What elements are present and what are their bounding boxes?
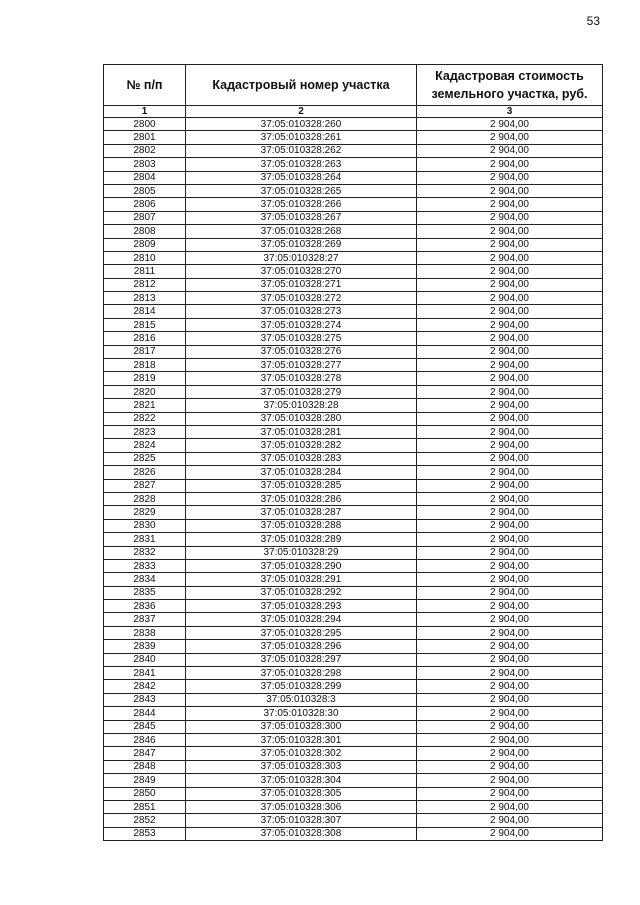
cadastral-number-cell: 37:05:010328:28 bbox=[186, 399, 417, 412]
row-number-cell: 2817 bbox=[104, 345, 186, 358]
cadastral-value-cell: 2 904,00 bbox=[417, 760, 603, 773]
cadastral-number-cell: 37:05:010328:29 bbox=[186, 546, 417, 559]
cadastral-value-cell: 2 904,00 bbox=[417, 225, 603, 238]
cadastral-value-cell: 2 904,00 bbox=[417, 292, 603, 305]
row-number-cell: 2849 bbox=[104, 774, 186, 787]
cadastral-value-cell: 2 904,00 bbox=[417, 452, 603, 465]
row-number-cell: 2836 bbox=[104, 600, 186, 613]
cadastral-number-cell: 37:05:010328:294 bbox=[186, 613, 417, 626]
row-number-cell: 2842 bbox=[104, 680, 186, 693]
cadastral-number-cell: 37:05:010328:30 bbox=[186, 707, 417, 720]
cadastral-value-cell: 2 904,00 bbox=[417, 265, 603, 278]
table-row bbox=[104, 600, 603, 613]
cadastral-number-cell: 37:05:010328:266 bbox=[186, 198, 417, 211]
cadastral-number-cell: 37:05:010328:303 bbox=[186, 760, 417, 773]
row-number-cell: 2823 bbox=[104, 425, 186, 438]
cadastral-value-cell: 2 904,00 bbox=[417, 238, 603, 251]
table-row bbox=[104, 720, 603, 733]
table-row bbox=[104, 251, 603, 264]
table-row bbox=[104, 439, 603, 452]
table-row bbox=[104, 158, 603, 171]
table-row bbox=[104, 332, 603, 345]
row-number-cell: 2826 bbox=[104, 466, 186, 479]
cadastral-number-cell: 37:05:010328:261 bbox=[186, 131, 417, 144]
row-number-cell: 2814 bbox=[104, 305, 186, 318]
table-row bbox=[104, 144, 603, 157]
row-number-cell: 2802 bbox=[104, 144, 186, 157]
cadastral-number-cell: 37:05:010328:269 bbox=[186, 238, 417, 251]
cadastral-number-cell: 37:05:010328:277 bbox=[186, 359, 417, 372]
row-number-cell: 2828 bbox=[104, 492, 186, 505]
cadastral-value-cell: 2 904,00 bbox=[417, 814, 603, 827]
row-number-cell: 2829 bbox=[104, 506, 186, 519]
cadastral-number-cell: 37:05:010328:300 bbox=[186, 720, 417, 733]
cadastral-value-cell: 2 904,00 bbox=[417, 171, 603, 184]
table-row bbox=[104, 613, 603, 626]
row-number-cell: 2839 bbox=[104, 640, 186, 653]
cadastral-value-cell: 2 904,00 bbox=[417, 251, 603, 264]
cadastral-value-cell: 2 904,00 bbox=[417, 693, 603, 706]
table-row bbox=[104, 653, 603, 666]
cadastral-value-cell: 2 904,00 bbox=[417, 372, 603, 385]
cadastral-number-cell: 37:05:010328:262 bbox=[186, 144, 417, 157]
table-row bbox=[104, 305, 603, 318]
row-number-cell: 2831 bbox=[104, 533, 186, 546]
row-number-cell: 2847 bbox=[104, 747, 186, 760]
cadastral-value-cell: 2 904,00 bbox=[417, 492, 603, 505]
row-number-cell: 2805 bbox=[104, 184, 186, 197]
table-row bbox=[104, 412, 603, 425]
column-number-row bbox=[104, 106, 603, 118]
row-number-cell: 2804 bbox=[104, 171, 186, 184]
table-row bbox=[104, 399, 603, 412]
row-number-cell: 2845 bbox=[104, 720, 186, 733]
cadastral-value-cell: 2 904,00 bbox=[417, 747, 603, 760]
cadastral-number-cell: 37:05:010328:283 bbox=[186, 452, 417, 465]
table-row bbox=[104, 787, 603, 800]
cadastral-number-cell: 37:05:010328:292 bbox=[186, 586, 417, 599]
cadastral-value-cell: 2 904,00 bbox=[417, 533, 603, 546]
row-number-cell: 2800 bbox=[104, 118, 186, 131]
row-number-cell: 2844 bbox=[104, 707, 186, 720]
table-row bbox=[104, 747, 603, 760]
header-row bbox=[104, 65, 603, 106]
cadastral-number-cell: 37:05:010328:280 bbox=[186, 412, 417, 425]
column-number-2: 2 bbox=[186, 106, 417, 118]
row-number-cell: 2850 bbox=[104, 787, 186, 800]
table-row bbox=[104, 519, 603, 532]
cadastral-value-cell: 2 904,00 bbox=[417, 466, 603, 479]
table-row bbox=[104, 626, 603, 639]
row-number-cell: 2819 bbox=[104, 372, 186, 385]
table-row bbox=[104, 479, 603, 492]
cadastral-value-cell: 2 904,00 bbox=[417, 733, 603, 746]
cadastral-value-cell: 2 904,00 bbox=[417, 546, 603, 559]
cadastral-value-cell: 2 904,00 bbox=[417, 640, 603, 653]
cadastral-number-cell: 37:05:010328:298 bbox=[186, 667, 417, 680]
cadastral-value-cell: 2 904,00 bbox=[417, 318, 603, 331]
cadastral-value-cell: 2 904,00 bbox=[417, 385, 603, 398]
row-number-cell: 2830 bbox=[104, 519, 186, 532]
cadastral-value-cell: 2 904,00 bbox=[417, 680, 603, 693]
cadastral-number-cell: 37:05:010328:284 bbox=[186, 466, 417, 479]
cadastral-number-cell: 37:05:010328:299 bbox=[186, 680, 417, 693]
cadastral-number-cell: 37:05:010328:287 bbox=[186, 506, 417, 519]
cadastral-value-cell: 2 904,00 bbox=[417, 559, 603, 572]
cadastral-value-cell: 2 904,00 bbox=[417, 198, 603, 211]
cadastral-number-cell: 37:05:010328:289 bbox=[186, 533, 417, 546]
table-row bbox=[104, 733, 603, 746]
table-row bbox=[104, 198, 603, 211]
row-number-cell: 2818 bbox=[104, 359, 186, 372]
cadastral-number-cell: 37:05:010328:278 bbox=[186, 372, 417, 385]
row-number-cell: 2812 bbox=[104, 278, 186, 291]
cadastral-value-cell: 2 904,00 bbox=[417, 800, 603, 813]
cadastral-number-cell: 37:05:010328:276 bbox=[186, 345, 417, 358]
row-number-cell: 2810 bbox=[104, 251, 186, 264]
table-row bbox=[104, 760, 603, 773]
row-number-cell: 2813 bbox=[104, 292, 186, 305]
cadastral-value-cell: 2 904,00 bbox=[417, 131, 603, 144]
row-number-cell: 2838 bbox=[104, 626, 186, 639]
table-row bbox=[104, 118, 603, 131]
row-number-cell: 2816 bbox=[104, 332, 186, 345]
row-number-cell: 2843 bbox=[104, 693, 186, 706]
cadastral-value-cell: 2 904,00 bbox=[417, 600, 603, 613]
cadastral-number-cell: 37:05:010328:286 bbox=[186, 492, 417, 505]
header-number: № п/п bbox=[104, 65, 186, 106]
cadastral-number-cell: 37:05:010328:274 bbox=[186, 318, 417, 331]
table-body bbox=[104, 118, 603, 841]
cadastral-value-cell: 2 904,00 bbox=[417, 211, 603, 224]
row-number-cell: 2821 bbox=[104, 399, 186, 412]
table-row bbox=[104, 680, 603, 693]
row-number-cell: 2853 bbox=[104, 827, 186, 840]
table-row bbox=[104, 492, 603, 505]
cadastral-number-cell: 37:05:010328:263 bbox=[186, 158, 417, 171]
cadastral-number-cell: 37:05:010328:304 bbox=[186, 774, 417, 787]
cadastral-value-cell: 2 904,00 bbox=[417, 787, 603, 800]
table-row bbox=[104, 800, 603, 813]
table-row bbox=[104, 265, 603, 278]
cadastral-number-cell: 37:05:010328:27 bbox=[186, 251, 417, 264]
cadastral-value-cell: 2 904,00 bbox=[417, 573, 603, 586]
table-row bbox=[104, 546, 603, 559]
table-row bbox=[104, 184, 603, 197]
cadastral-value-cell: 2 904,00 bbox=[417, 158, 603, 171]
row-number-cell: 2827 bbox=[104, 479, 186, 492]
cadastral-number-cell: 37:05:010328:260 bbox=[186, 118, 417, 131]
header-cadastral-value: Кадастровая стоимость земельного участка, руб. bbox=[417, 65, 603, 106]
cadastral-number-cell: 37:05:010328:301 bbox=[186, 733, 417, 746]
row-number-cell: 2840 bbox=[104, 653, 186, 666]
table-row bbox=[104, 318, 603, 331]
cadastral-number-cell: 37:05:010328:264 bbox=[186, 171, 417, 184]
row-number-cell: 2848 bbox=[104, 760, 186, 773]
cadastral-number-cell: 37:05:010328:307 bbox=[186, 814, 417, 827]
cadastral-number-cell: 37:05:010328:3 bbox=[186, 693, 417, 706]
table-row bbox=[104, 359, 603, 372]
row-number-cell: 2811 bbox=[104, 265, 186, 278]
row-number-cell: 2825 bbox=[104, 452, 186, 465]
table-row bbox=[104, 693, 603, 706]
table-row bbox=[104, 292, 603, 305]
page-number: 53 bbox=[586, 14, 600, 28]
row-number-cell: 2835 bbox=[104, 586, 186, 599]
cadastral-value-cell: 2 904,00 bbox=[417, 613, 603, 626]
row-number-cell: 2852 bbox=[104, 814, 186, 827]
row-number-cell: 2806 bbox=[104, 198, 186, 211]
cadastral-number-cell: 37:05:010328:265 bbox=[186, 184, 417, 197]
table-row bbox=[104, 586, 603, 599]
row-number-cell: 2815 bbox=[104, 318, 186, 331]
cadastral-value-cell: 2 904,00 bbox=[417, 667, 603, 680]
column-number-3: 3 bbox=[417, 106, 603, 118]
cadastral-number-cell: 37:05:010328:290 bbox=[186, 559, 417, 572]
row-number-cell: 2807 bbox=[104, 211, 186, 224]
table-row bbox=[104, 278, 603, 291]
header-cadastral-number: Кадастровый номер участка bbox=[186, 65, 417, 106]
column-number-1: 1 bbox=[104, 106, 186, 118]
table-row bbox=[104, 425, 603, 438]
cadastral-number-cell: 37:05:010328:272 bbox=[186, 292, 417, 305]
table-row bbox=[104, 171, 603, 184]
cadastral-number-cell: 37:05:010328:296 bbox=[186, 640, 417, 653]
cadastral-number-cell: 37:05:010328:308 bbox=[186, 827, 417, 840]
table-row bbox=[104, 211, 603, 224]
table-row bbox=[104, 640, 603, 653]
cadastral-value-cell: 2 904,00 bbox=[417, 827, 603, 840]
cadastral-number-cell: 37:05:010328:305 bbox=[186, 787, 417, 800]
row-number-cell: 2841 bbox=[104, 667, 186, 680]
cadastral-value-cell: 2 904,00 bbox=[417, 184, 603, 197]
cadastral-number-cell: 37:05:010328:279 bbox=[186, 385, 417, 398]
row-number-cell: 2820 bbox=[104, 385, 186, 398]
cadastral-number-cell: 37:05:010328:275 bbox=[186, 332, 417, 345]
cadastral-value-cell: 2 904,00 bbox=[417, 305, 603, 318]
cadastral-number-cell: 37:05:010328:291 bbox=[186, 573, 417, 586]
cadastral-value-cell: 2 904,00 bbox=[417, 653, 603, 666]
cadastral-number-cell: 37:05:010328:267 bbox=[186, 211, 417, 224]
table-row bbox=[104, 506, 603, 519]
table-row bbox=[104, 814, 603, 827]
cadastral-value-cell: 2 904,00 bbox=[417, 586, 603, 599]
cadastral-value-cell: 2 904,00 bbox=[417, 332, 603, 345]
table-row bbox=[104, 774, 603, 787]
cadastral-number-cell: 37:05:010328:306 bbox=[186, 800, 417, 813]
cadastral-value-cell: 2 904,00 bbox=[417, 144, 603, 157]
row-number-cell: 2801 bbox=[104, 131, 186, 144]
row-number-cell: 2803 bbox=[104, 158, 186, 171]
cadastral-number-cell: 37:05:010328:297 bbox=[186, 653, 417, 666]
table-row bbox=[104, 225, 603, 238]
cadastral-value-cell: 2 904,00 bbox=[417, 425, 603, 438]
row-number-cell: 2832 bbox=[104, 546, 186, 559]
cadastral-value-cell: 2 904,00 bbox=[417, 345, 603, 358]
cadastral-value-cell: 2 904,00 bbox=[417, 707, 603, 720]
table-row bbox=[104, 707, 603, 720]
cadastral-value-cell: 2 904,00 bbox=[417, 519, 603, 532]
cadastral-value-cell: 2 904,00 bbox=[417, 118, 603, 131]
cadastral-value-cell: 2 904,00 bbox=[417, 399, 603, 412]
cadastral-value-cell: 2 904,00 bbox=[417, 479, 603, 492]
cadastral-value-cell: 2 904,00 bbox=[417, 439, 603, 452]
table-row bbox=[104, 667, 603, 680]
cadastral-value-cell: 2 904,00 bbox=[417, 506, 603, 519]
cadastral-value-cell: 2 904,00 bbox=[417, 626, 603, 639]
table-row bbox=[104, 573, 603, 586]
row-number-cell: 2833 bbox=[104, 559, 186, 572]
row-number-cell: 2837 bbox=[104, 613, 186, 626]
cadastral-number-cell: 37:05:010328:285 bbox=[186, 479, 417, 492]
cadastral-number-cell: 37:05:010328:268 bbox=[186, 225, 417, 238]
row-number-cell: 2808 bbox=[104, 225, 186, 238]
row-number-cell: 2834 bbox=[104, 573, 186, 586]
cadastral-number-cell: 37:05:010328:302 bbox=[186, 747, 417, 760]
cadastral-number-cell: 37:05:010328:281 bbox=[186, 425, 417, 438]
table-row bbox=[104, 131, 603, 144]
table-row bbox=[104, 827, 603, 840]
table-row bbox=[104, 533, 603, 546]
row-number-cell: 2851 bbox=[104, 800, 186, 813]
cadastral-value-cell: 2 904,00 bbox=[417, 278, 603, 291]
cadastre-table bbox=[103, 64, 603, 841]
row-number-cell: 2846 bbox=[104, 733, 186, 746]
table-row bbox=[104, 559, 603, 572]
table-row bbox=[104, 452, 603, 465]
table-row bbox=[104, 345, 603, 358]
row-number-cell: 2824 bbox=[104, 439, 186, 452]
row-number-cell: 2809 bbox=[104, 238, 186, 251]
cadastral-number-cell: 37:05:010328:295 bbox=[186, 626, 417, 639]
cadastral-number-cell: 37:05:010328:270 bbox=[186, 265, 417, 278]
table-row bbox=[104, 385, 603, 398]
table-row bbox=[104, 238, 603, 251]
cadastral-value-cell: 2 904,00 bbox=[417, 774, 603, 787]
cadastral-value-cell: 2 904,00 bbox=[417, 412, 603, 425]
row-number-cell: 2822 bbox=[104, 412, 186, 425]
cadastral-number-cell: 37:05:010328:271 bbox=[186, 278, 417, 291]
cadastral-value-cell: 2 904,00 bbox=[417, 359, 603, 372]
cadastral-value-cell: 2 904,00 bbox=[417, 720, 603, 733]
table-row bbox=[104, 372, 603, 385]
cadastral-number-cell: 37:05:010328:293 bbox=[186, 600, 417, 613]
cadastral-number-cell: 37:05:010328:282 bbox=[186, 439, 417, 452]
cadastral-number-cell: 37:05:010328:273 bbox=[186, 305, 417, 318]
cadastral-number-cell: 37:05:010328:288 bbox=[186, 519, 417, 532]
table-row bbox=[104, 466, 603, 479]
